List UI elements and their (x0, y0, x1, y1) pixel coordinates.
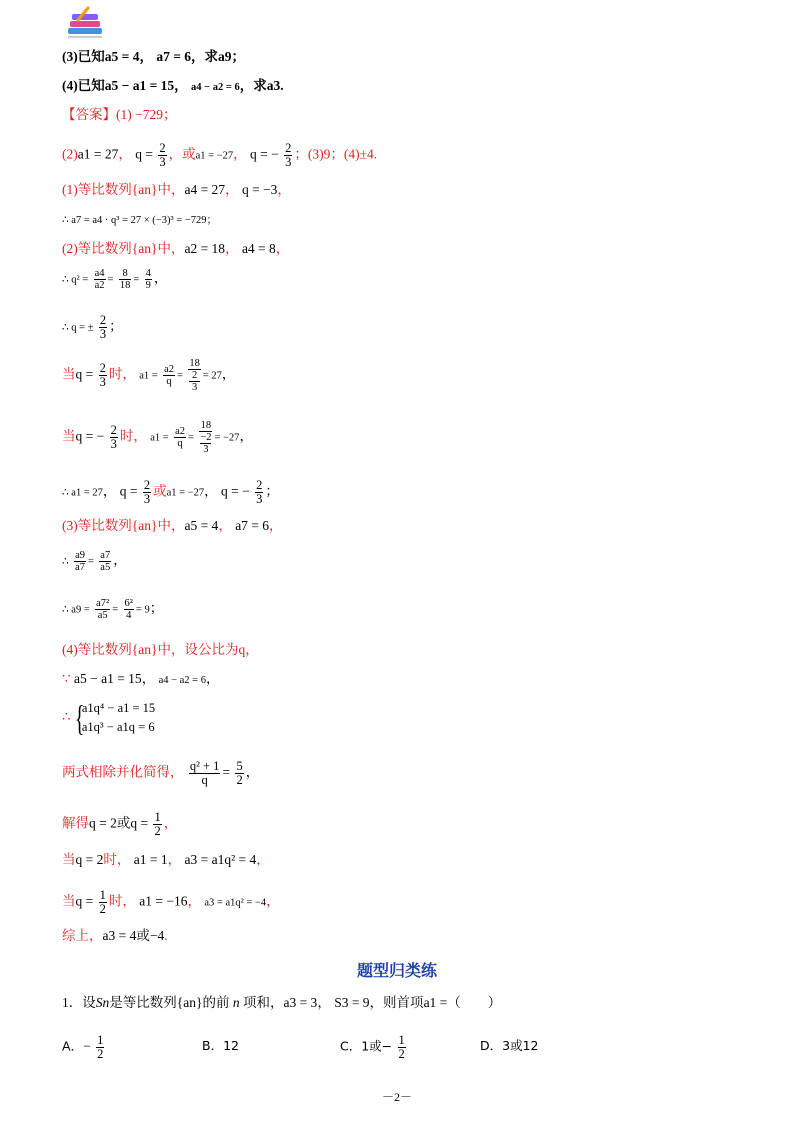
option-b-label: B． (202, 1038, 224, 1053)
s2a-math-2: a4 = 8 (241, 241, 276, 256)
fraction: $\frac{2}{3}$ (99, 313, 107, 341)
s3a-text: (3)等比数列{an}中， (62, 518, 185, 533)
s2d-when: 时， (108, 366, 136, 382)
s2d-result: = 27 (202, 370, 222, 382)
solution-4-line-6: 当q = 2时， a1 = 1， a3 = a1q² = 4， (62, 852, 270, 867)
s1a-math-1: a4 = 27 (184, 182, 226, 197)
fraction: $\frac{4}{9}$ (145, 268, 151, 291)
because-symbol: ∵ (62, 671, 71, 686)
books-logo-icon (66, 6, 106, 40)
option-b-text: 12 (223, 1038, 239, 1053)
s4b-math-2: a4 − a2 = 6 (158, 675, 206, 686)
exercise1-t3: 项和， (242, 995, 284, 1010)
s4g-end: ， (266, 893, 280, 909)
option-b[interactable] (202, 1036, 239, 1054)
s4h-math: a3 = 4或−4 (102, 928, 165, 943)
s2f-q-neg: q = − (221, 483, 250, 499)
s4f-a3: a3 = a1q² = 4 (184, 852, 257, 867)
s2f-a1-neg: a1 = −27 (166, 487, 205, 499)
s4h-end: . (164, 928, 168, 943)
s2e-end: ， (239, 428, 253, 444)
answer2-a1-neg: a1 = −27 (195, 150, 234, 162)
equals: = (188, 432, 194, 444)
equals: = (112, 604, 119, 616)
s2e-pre: 当 (62, 428, 76, 444)
q3-given-2: a7 = 6 (156, 49, 192, 64)
equals: = (87, 556, 94, 568)
option-a[interactable] (62, 1034, 106, 1061)
option-c-text: 1或− (361, 1038, 393, 1054)
s3a-end: ， (269, 518, 283, 533)
solution-4-line-4 (62, 760, 259, 787)
s3b-pre: ∴ (62, 556, 69, 568)
section-title: 题型归类练 (356, 961, 437, 980)
equals: = (222, 764, 231, 780)
s1a-text: (1)等比数列{an}中， (62, 182, 185, 197)
s4g-pre: 当 (62, 893, 76, 909)
answer-line-2: (2)a1 = 27， q = $\frac{2}{3}$ ，或a1 = −27， q = − $\frac{2}{3}$ ；(3)9；(4)±4. (62, 141, 378, 169)
s4e-text: 解得 (62, 815, 89, 831)
fraction: $\frac{2}{3}$ (99, 361, 106, 389)
solution-2-line-1: (2)等比数列{an}中，a2 = 18， a4 = 8， (62, 241, 290, 256)
s4d-text: 两式相除并化简得， (62, 764, 184, 780)
s4g-a1: a1 = −16 (139, 893, 188, 909)
s4g-when: 时， (108, 893, 136, 909)
equation-system: a1q⁴ − a1 = 15 a1q³ − a1q = 6 (81, 701, 156, 734)
solution-2-line-5 (62, 420, 253, 455)
solution-1-line-2 (62, 212, 217, 230)
s2e-a1: a1 = (150, 432, 169, 444)
fraction: $\frac{1}{2}$ (398, 1033, 405, 1061)
q4-given-2: a4 − a2 = 6 (191, 82, 240, 93)
s4f-end: ， (256, 852, 270, 867)
s3c-result: = 9 (135, 604, 150, 616)
q3-ask: ，求 (191, 49, 219, 64)
q4-prefix: (4)已知 (62, 78, 105, 93)
fraction: $\frac{a2}{q}$ (164, 364, 175, 387)
answer2-q-neg: q = − (250, 146, 279, 162)
s2a-math-1: a2 = 18 (184, 241, 226, 256)
s1a-end: ， (277, 182, 291, 197)
fraction: $\frac{a9}{a7}$ (75, 550, 85, 573)
fraction: $\frac{a7}{a5}$ (100, 550, 111, 573)
solution-1-line-1: (1)等比数列{an}中，a4 = 27， q = −3， (62, 182, 291, 197)
s2a-end: ， (275, 241, 290, 256)
q4-end: . (280, 78, 284, 93)
answer-semi: ； (162, 107, 177, 122)
solution-2-line-4 (62, 358, 235, 393)
s2d-q: q = (75, 366, 94, 382)
option-d-text: 3或12 (502, 1038, 539, 1053)
option-c[interactable] (340, 1034, 408, 1061)
option-c-label: C． (340, 1038, 362, 1054)
option-d[interactable] (480, 1036, 539, 1054)
s4h-text: 综上， (62, 928, 103, 943)
fraction-nested: 18 2 3 (189, 358, 200, 393)
s3c-pre: ∴ a9 = (62, 604, 90, 616)
solution-2-line-2 (62, 268, 167, 291)
option-a-sign: − (83, 1038, 91, 1054)
s3a-math-2: a7 = 6 (235, 518, 270, 533)
fraction: $\frac{\text{q² + 1}}{q}$ (189, 759, 220, 787)
fraction-nested: 18 −2 3 (200, 420, 212, 455)
fraction: $\frac{1}{2}$ (97, 1033, 104, 1061)
exercise1-an: {an} (176, 995, 203, 1010)
fraction: $\frac{2}{3}$ (159, 141, 166, 169)
q3-end: ； (231, 49, 246, 64)
s1a-math-2: q = −3 (241, 182, 278, 197)
fraction: $\frac{2}{3}$ (285, 141, 292, 169)
s4f-pre: 当 (62, 852, 76, 867)
s4b-math-1: a5 − a1 = 15 (73, 671, 142, 686)
equals: = (133, 274, 140, 286)
exercise1-sn: Sn (95, 995, 110, 1010)
s4a-text: (4)等比数列{an}中，设公比为q， (62, 642, 259, 657)
fraction: $\frac{\text{a7²}}{a5}$ (96, 598, 110, 621)
fraction: $\frac{2}{3}$ (110, 423, 117, 451)
system-brace: { (74, 698, 84, 738)
q3-target: a9 (218, 49, 232, 64)
answer-1: (1) −729 (116, 107, 163, 122)
therefore-symbol: ∴ (62, 709, 71, 725)
s2c-pre: ∴ q = ± (62, 322, 94, 334)
s4d-end: ， (245, 764, 260, 780)
s2f-end: ； (265, 483, 279, 499)
fraction: $\frac{1}{2}$ (99, 888, 106, 916)
question-4: (4)已知a5 − a1 = 15， a4 − a2 = 6，求a3. (62, 78, 284, 93)
option-d-label: D． (480, 1038, 503, 1053)
s1b-text: ∴ a7 = a4 · q³ = 27 × (−3)³ = −729； (62, 215, 217, 226)
s3b-end: ， (113, 552, 127, 568)
equals: = (107, 274, 114, 286)
solution-3-line-3 (62, 598, 163, 621)
answer2-q: q = (135, 146, 153, 162)
q4-ask: ，求 (239, 78, 267, 93)
s2e-q: q = − (75, 428, 105, 444)
answer2-tail: ；(3)9；(4)±4. (294, 146, 378, 162)
s2f-or: 或 (153, 483, 167, 499)
s2d-end: ， (221, 366, 236, 382)
solution-3-line-2 (62, 550, 127, 573)
solution-4-line-2: ∵ a5 − a1 = 15， a4 − a2 = 6， (62, 671, 220, 686)
option-a-label: A． (62, 1038, 84, 1054)
s2d-pre: 当 (62, 366, 76, 382)
solution-2-line-6: ∴ a1 = 27， q = $\frac{2}{3}$ 或a1 = −27， q = − $\frac{2}{3}$ ； (62, 478, 279, 506)
solution-4-line-7: 当q = $\frac{1}{2}$ 时， a1 = −16， a3 = a1q² = −4， (62, 888, 280, 916)
s4g-q: q = (75, 893, 94, 909)
s2a-text: (2)等比数列{an}中， (62, 241, 185, 256)
s3c-end: ； (149, 600, 164, 616)
exercise1-n: n (232, 995, 240, 1010)
answer-blank: （ ） (447, 995, 502, 1010)
fraction: $\frac{1}{2}$ (154, 810, 161, 838)
fraction: $\frac{\text{6²}}{4}$ (124, 598, 133, 621)
s2f-q: q = (119, 483, 138, 499)
exercise1-num: 1．设 (62, 995, 96, 1010)
s2f-a1: ∴ a1 = 27 (62, 487, 103, 499)
exercise1-a1: a1 = (423, 995, 448, 1010)
q3-prefix: (3)已知 (62, 49, 105, 64)
exercise1-t4: ，则首项 (369, 995, 424, 1010)
s2e-result: = −27 (214, 432, 240, 444)
exercise1-t1: 是等比数列 (109, 995, 177, 1010)
exercise1-t2: 的前 (202, 995, 230, 1010)
page-number: －2－ (381, 1090, 412, 1104)
s2c-end: ； (109, 318, 123, 334)
solution-4-line-1 (62, 641, 259, 659)
s4f-q: q = 2 (75, 852, 104, 867)
q3-given-1: a5 = 4 (104, 49, 140, 64)
solution-4-line-3 (62, 699, 155, 737)
answer-line (62, 106, 176, 124)
s2b-end: ， (153, 270, 168, 286)
fraction: $\frac{8}{18}$ (119, 268, 131, 291)
q4-given-1: a5 − a1 = 15 (104, 78, 175, 93)
s4f-when: 时， (103, 852, 131, 867)
answer2-prefix: (2) (62, 146, 78, 162)
exercise1-s3: S3 = 9 (334, 995, 370, 1010)
solution-2-line-3 (62, 314, 123, 341)
equals: = (177, 370, 183, 382)
exercise1-a3: a3 = 3 (283, 995, 318, 1010)
s4f-a1: a1 = 1 (133, 852, 168, 867)
fraction: $\frac{a4}{a2}$ (94, 268, 105, 291)
s4b-end: ， (205, 671, 220, 686)
s4g-a3: a3 = a1q² = −4 (204, 897, 267, 909)
solution-3-line-1: (3)等比数列{an}中，a5 = 4， a7 = 6， (62, 518, 283, 533)
answer2-a1: a1 = 27 (77, 146, 119, 162)
fraction: $\frac{2}{3}$ (256, 478, 263, 506)
s3a-math-1: a5 = 4 (184, 518, 219, 533)
fraction: $\frac{a2}{q}$ (175, 426, 185, 449)
solution-4-line-5 (62, 811, 177, 838)
s2b-pre: ∴ q² = (62, 274, 89, 286)
fraction: $\frac{5}{2}$ (236, 759, 243, 787)
answer-label: 【答案】 (62, 107, 116, 122)
exercise-1: 1．设Sn是等比数列{an}的前 n 项和，a3 = 3， S3 = 9，则首项a1 =（ ） (62, 995, 502, 1010)
q4-target: a3 (266, 78, 281, 93)
s2d-a1: a1 = (139, 370, 158, 382)
s4e-math: q = 2或q = (89, 815, 149, 831)
fraction: $\frac{2}{3}$ (143, 478, 151, 506)
s4e-end: ， (163, 815, 178, 831)
solution-4-line-8 (62, 927, 168, 945)
answer2-or: ，或 (168, 146, 196, 162)
question-3: (3)已知a5 = 4， a7 = 6，求a9； (62, 49, 246, 64)
s2e-when: 时， (119, 428, 147, 444)
